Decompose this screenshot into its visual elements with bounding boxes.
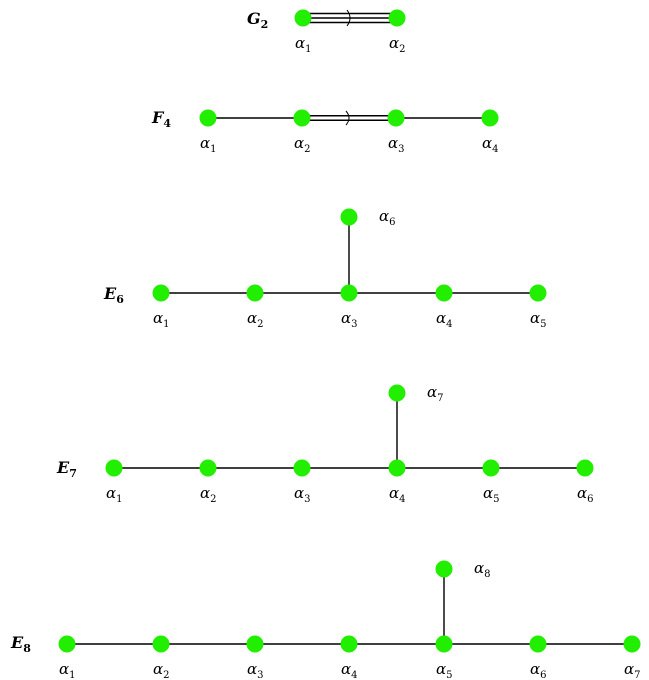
- node-label: $\alpha_7$: [427, 383, 444, 404]
- node: [530, 285, 547, 302]
- diagram-name-e7: $E_7$: [57, 458, 77, 480]
- node-label: $\alpha_5$: [436, 660, 453, 680]
- node-label: $\alpha_3$: [247, 660, 264, 680]
- node-label: $\alpha_4$: [436, 309, 453, 330]
- node-label: $\alpha_3$: [388, 134, 405, 155]
- diagram-e6: [103, 207, 547, 330]
- node: [200, 110, 217, 127]
- node-label: $\alpha_6$: [530, 660, 547, 680]
- diagram-f4: [151, 108, 499, 155]
- node-label: $\alpha_2$: [153, 660, 170, 680]
- node-label: $\alpha_3$: [341, 309, 358, 330]
- node-label: $\alpha_3$: [294, 484, 311, 505]
- node: [436, 636, 453, 653]
- node-label: $\alpha_5$: [483, 484, 500, 505]
- diagram-name-f4: $F_4$: [152, 108, 172, 130]
- bond: [303, 10, 397, 26]
- node: [436, 561, 453, 578]
- node-label: $\alpha_1$: [106, 484, 123, 505]
- node-label: $\alpha_1$: [59, 660, 76, 680]
- node-label: $\alpha_1$: [200, 134, 217, 155]
- node: [153, 636, 170, 653]
- node: [153, 285, 170, 302]
- node-label: $\alpha_7$: [624, 660, 641, 680]
- node: [295, 10, 312, 27]
- diagram-e7: [56, 383, 594, 505]
- diagram-name-e6: $E_6$: [104, 284, 124, 306]
- diagram-name-g2: $G_2$: [247, 9, 269, 31]
- diagram-g2: [247, 9, 406, 55]
- diagram-name-e8: $E_8$: [11, 633, 31, 655]
- node: [341, 285, 358, 302]
- node: [388, 110, 405, 127]
- node: [247, 636, 264, 653]
- node-label: $\alpha_4$: [482, 134, 499, 155]
- node-label: $\alpha_6$: [379, 207, 396, 228]
- bond: [302, 111, 396, 125]
- node: [577, 460, 594, 477]
- node: [200, 460, 217, 477]
- node: [624, 636, 641, 653]
- bond-arrow: [346, 111, 349, 125]
- node-label: $\alpha_4$: [389, 484, 406, 505]
- diagram-e8: [10, 559, 641, 680]
- node: [530, 636, 547, 653]
- node: [294, 460, 311, 477]
- node-label: $\alpha_5$: [530, 309, 547, 330]
- node: [294, 110, 311, 127]
- node-label: $\alpha_1$: [153, 309, 170, 330]
- node: [341, 209, 358, 226]
- node-label: $\alpha_4$: [341, 660, 358, 680]
- node-label: $\alpha_2$: [247, 309, 264, 330]
- node: [482, 110, 499, 127]
- node-label: $\alpha_1$: [295, 34, 312, 55]
- node: [389, 10, 406, 27]
- node-label: $\alpha_8$: [474, 559, 491, 580]
- node: [389, 460, 406, 477]
- node-label: $\alpha_6$: [577, 484, 594, 505]
- node: [389, 385, 406, 402]
- node: [483, 460, 500, 477]
- node: [341, 636, 358, 653]
- node-label: $\alpha_2$: [389, 34, 406, 55]
- node: [247, 285, 264, 302]
- node-label: $\alpha_2$: [294, 134, 311, 155]
- node: [106, 460, 123, 477]
- node: [59, 636, 76, 653]
- node: [436, 285, 453, 302]
- node-label: $\alpha_2$: [200, 484, 217, 505]
